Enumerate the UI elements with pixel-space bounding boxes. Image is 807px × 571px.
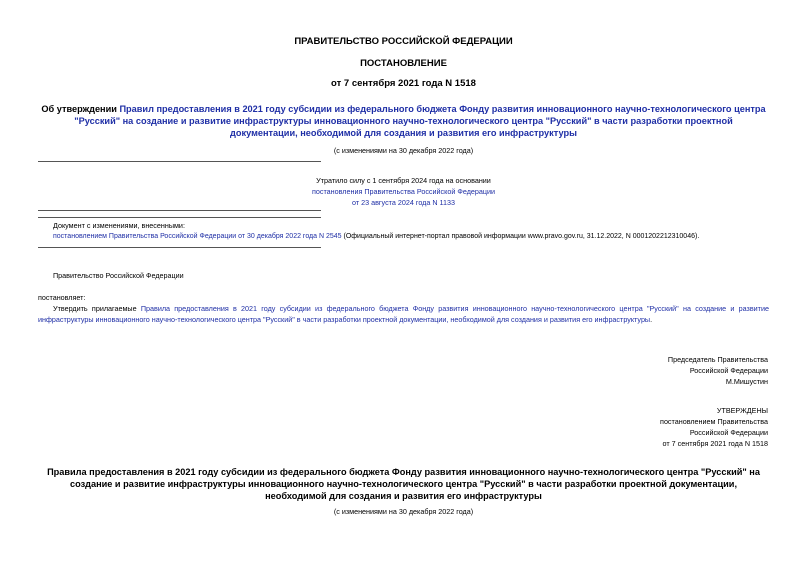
- header-doc-type: ПОСТАНОВЛЕНИЕ: [360, 58, 447, 69]
- approve-suffix: .: [650, 315, 653, 324]
- divider: [38, 161, 321, 162]
- changes-link[interactable]: постановлением Правительства Российской Федерации от 30 декабря 2022 года N 2545: [53, 233, 342, 240]
- expiry-block: [0, 175, 807, 208]
- changes-line: [53, 231, 793, 242]
- signature-block: [668, 354, 768, 387]
- body-government: Правительство Российской Федерации: [53, 271, 184, 280]
- divider: [38, 247, 321, 248]
- signature-line2: Российской Федерации: [689, 366, 768, 375]
- body-decides: постановляет:: [38, 293, 86, 302]
- approved-line2: постановлением Правительства: [660, 417, 768, 426]
- approved-line3: Российской Федерации: [689, 428, 768, 437]
- expiry-text: Утратило силу с 1 сентября 2024 года на основании: [316, 176, 491, 185]
- title-link[interactable]: Правил предоставления в 2021 году субсидии из федерального бюджета Фонду развития инновационного научно-технологического центра "Русский" на создание и развитие инфраструктуры инновационного научно-технологического центра "Русский" в части разработки проектной документации, необходимой для создания и развития его инфраструктуры: [74, 104, 766, 138]
- divider: [38, 217, 321, 218]
- changes-source: (Официальный интернет-портал правовой информации www.pravo.gov.ru, 31.12.2022, N 0001202212310046).: [341, 233, 700, 240]
- title-prefix: Об утверждении: [41, 104, 120, 114]
- changes-label: Документ с изменениями, внесенными:: [53, 221, 185, 230]
- approve-prefix: Утвердить прилагаемые: [53, 304, 141, 313]
- amendments-note: (с изменениями на 30 декабря 2022 года): [333, 146, 474, 155]
- expiry-link-line2[interactable]: от 23 августа 2024 года N 1133: [352, 198, 455, 207]
- approved-line1: УТВЕРЖДЕНЫ: [716, 406, 768, 415]
- header-government: ПРАВИТЕЛЬСТВО РОССИЙСКОЙ ФЕДЕРАЦИИ: [294, 36, 513, 47]
- signature-line1: Председатель Правительства: [667, 355, 768, 364]
- header-date-number: от 7 сентября 2021 года N 1518: [331, 78, 476, 89]
- expiry-link-line1[interactable]: постановления Правительства Российской Федерации: [311, 187, 496, 196]
- divider: [38, 210, 321, 211]
- body-approve-paragraph: [38, 303, 769, 325]
- document-title: [40, 103, 767, 139]
- rules-title: Правила предоставления в 2021 году субсидии из федерального бюджета Фонду развития инновационного научно-технологического центра "Русский" на создание и развитие инфраструктуры инновационного научно-технологического центра "Русский" в части разработки проектной документации, необходимой для создания и развития его инфраструктуры: [47, 467, 760, 501]
- rules-amendments-note: (с изменениями на 30 декабря 2022 года): [333, 507, 474, 516]
- approve-link[interactable]: Правила предоставления в 2021 году субсидии из федерального бюджета Фонду развития инновационного научно-технологического центра "Русский" на создание и развитие инфраструктуры инновационного научно-технологического центра "Русский" в части разработки проектной документации, необходимой для создания и развития его инфраструктуры: [38, 304, 769, 324]
- approved-block: [660, 405, 768, 449]
- approved-line4: от 7 сентября 2021 года N 1518: [662, 439, 768, 448]
- signature-name: М.Мишустин: [725, 377, 768, 386]
